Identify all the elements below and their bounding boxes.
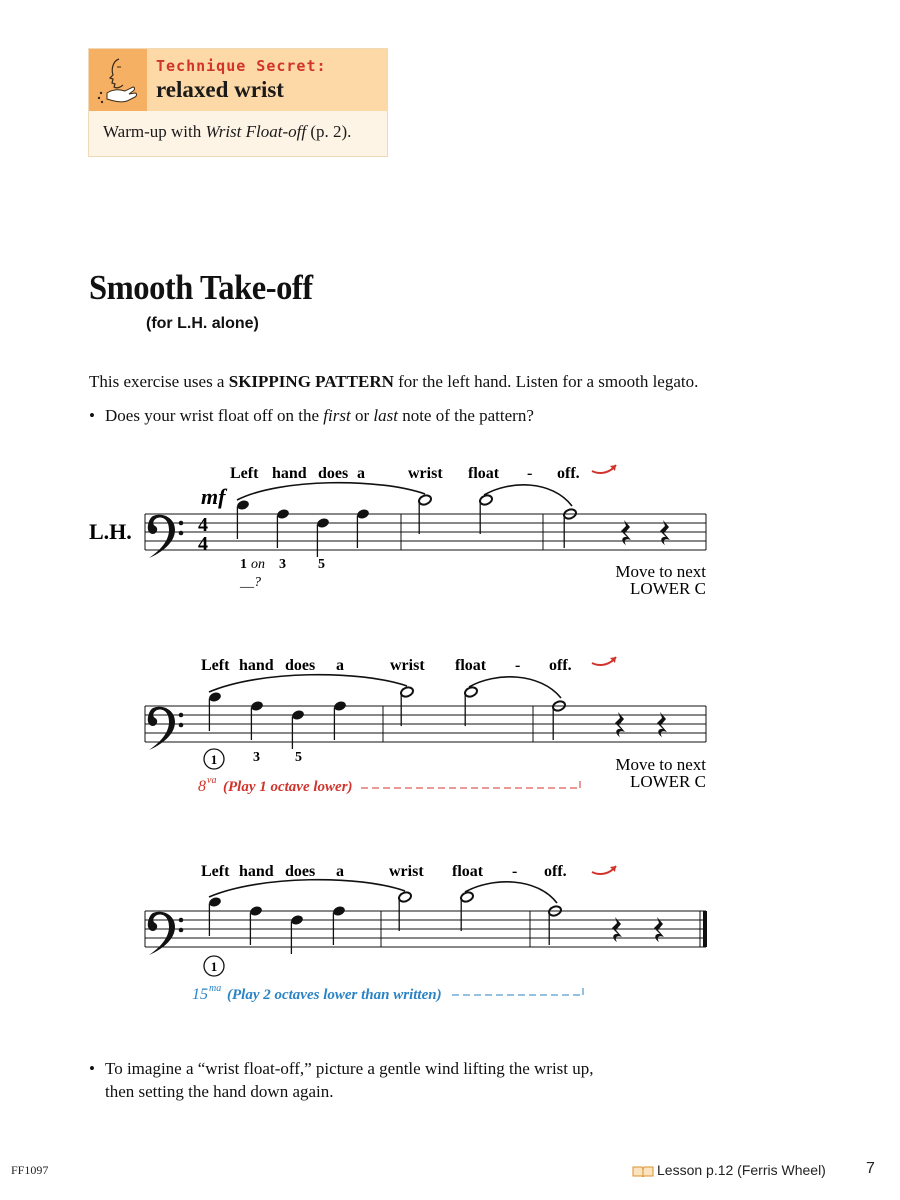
book-icon	[632, 1164, 654, 1182]
svg-text:15: 15	[192, 986, 208, 1003]
svg-text:float: float	[468, 465, 500, 482]
svg-text:1: 1	[240, 557, 247, 572]
svg-text:mf: mf	[201, 484, 226, 509]
svg-text:va: va	[207, 775, 217, 786]
svg-text:a: a	[336, 657, 344, 674]
svg-text:3: 3	[279, 557, 286, 572]
svg-text:does: does	[285, 863, 316, 880]
staff-3	[145, 863, 707, 1003]
svg-text:Left: Left	[201, 657, 230, 674]
svg-text:5: 5	[318, 557, 325, 572]
svg-text:__?: __?	[240, 575, 261, 590]
svg-text:Left: Left	[230, 465, 259, 482]
svg-text:Move to next: Move to next	[615, 562, 706, 581]
svg-text:-: -	[512, 863, 518, 880]
svg-text:a: a	[336, 863, 344, 880]
svg-text:float: float	[455, 657, 487, 674]
page-title: Smooth Take-off	[89, 268, 313, 307]
svg-text:wrist: wrist	[389, 863, 424, 880]
svg-text:8: 8	[198, 778, 206, 795]
footer-lesson-ref: Lesson p.12 (Ferris Wheel)	[657, 1162, 826, 1178]
svg-text:a: a	[357, 465, 365, 482]
svg-text:(Play 2 octaves lower than wri: (Play 2 octaves lower than written)	[227, 987, 442, 1003]
technique-body: Warm-up with Wrist Float-off (p. 2).	[103, 122, 352, 141]
staff-1	[145, 465, 706, 598]
technique-label: Technique Secret:	[156, 57, 327, 75]
svg-text:3: 3	[253, 750, 260, 765]
page-subtitle: (for L.H. alone)	[146, 315, 259, 332]
svg-text:float: float	[452, 863, 484, 880]
svg-text:LOWER C: LOWER C	[629, 579, 706, 598]
footer-code: FF1097	[11, 1163, 49, 1177]
svg-text:off.: off.	[549, 657, 572, 674]
svg-text:4: 4	[198, 514, 208, 536]
svg-text:off.: off.	[557, 465, 580, 482]
svg-text:ma: ma	[209, 983, 222, 994]
svg-text:5: 5	[295, 750, 302, 765]
svg-text:on: on	[251, 557, 265, 572]
intro-text: This exercise uses a SKIPPING PATTERN for the left hand. Listen for a smooth legato.	[89, 372, 699, 391]
svg-text:does: does	[285, 657, 316, 674]
svg-text:hand: hand	[272, 465, 307, 482]
svg-text:does: does	[318, 465, 349, 482]
svg-text:Left: Left	[201, 863, 230, 880]
svg-text:wrist: wrist	[408, 465, 443, 482]
svg-text:wrist: wrist	[390, 657, 425, 674]
svg-text:hand: hand	[239, 863, 274, 880]
svg-text:-: -	[527, 465, 533, 482]
svg-text:1: 1	[210, 752, 218, 767]
svg-text:4: 4	[198, 533, 208, 555]
technique-title: relaxed wrist	[156, 77, 284, 102]
svg-text:hand: hand	[239, 657, 274, 674]
staff-2	[145, 657, 706, 795]
svg-text:-: -	[515, 657, 521, 674]
svg-text:Move to next: Move to next	[615, 755, 706, 774]
page-number: 7	[866, 1160, 875, 1177]
svg-text:LOWER C: LOWER C	[629, 772, 706, 791]
svg-text:1: 1	[210, 959, 218, 974]
svg-text:off.: off.	[544, 863, 567, 880]
hand-label: L.H.	[89, 519, 132, 544]
svg-text:(Play 1 octave lower): (Play 1 octave lower)	[223, 779, 353, 795]
